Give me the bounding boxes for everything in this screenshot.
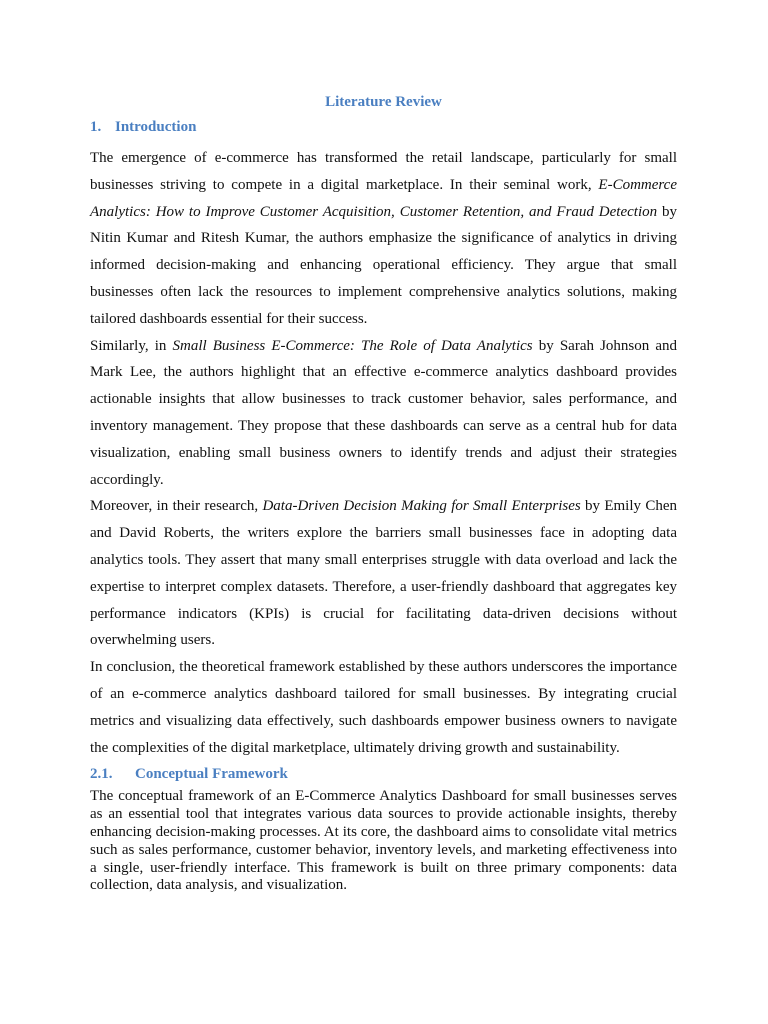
section-heading-conceptual-framework xyxy=(90,761,677,787)
paragraph-text: The emergence of e-commerce has transformed the retail landscape, particularly for small businesses striving to compete in a digital marketplace. In their seminal work, xyxy=(90,150,677,193)
paragraph-text: In conclusion, the theoretical framework established by these authors underscores the importance of an e-commerce analytics dashboard tailored for small businesses. By integrating crucial metrics and visualizing data effectively, such dashboards empower business owners to navigate the complexities of the digital marketplace, ultimately driving growth and sustainability. xyxy=(90,659,677,756)
paragraph-3 xyxy=(90,493,677,654)
paragraph-text: Similarly, in xyxy=(90,337,173,354)
page-title: Literature Review xyxy=(325,94,442,110)
framework-paragraph: The conceptual framework of an E-Commerce Analytics Dashboard for small businesses serves as an essential tool that integrates various data sources to provide actionable insights, thereby enhancing decision-making processes. At its core, the dashboard aims to consolidate vital metrics such as sales performance, customer behavior, inventory levels, and marketing effectiveness into a single, user-friendly interface. This framework is built on three primary components: data collection, data analysis, and visualization. xyxy=(90,788,677,894)
section-title: Conceptual Framework xyxy=(135,766,288,783)
paragraph-text: by Emily Chen and David Roberts, the writers explore the barriers small businesses face in adopting data analytics tools. They assert that many small enterprises struggle with data overload and lack the expertise to interpret complex datasets. Therefore, a user-friendly dashboard that aggregates key performance indicators (KPIs) is crucial for facilitating data-driven decisions without overwhelming users. xyxy=(90,498,678,649)
section-heading-introduction xyxy=(90,116,677,138)
paragraph-1 xyxy=(90,145,677,333)
section-number: 2.1. xyxy=(90,766,113,783)
document-content xyxy=(90,91,677,895)
paragraph-text: by Sarah Johnson and Mark Lee, the authors highlight that an effective e-commerce analytics dashboard provides actionable insights that allow businesses to track customer behavior, sales performance, and inventory management. They propose that these dashboards can serve as a central hub for data visualization, enabling small business owners to identify trends and adjust their strategies accordingly. xyxy=(90,337,677,488)
paragraph-4 xyxy=(90,654,677,761)
section-number: 1. xyxy=(90,119,102,135)
book-title: Small Business E-Commerce: The Role of Data Analytics xyxy=(172,337,533,354)
section-title: Introduction xyxy=(115,119,197,135)
paragraph-text: by Nitin Kumar and Ritesh Kumar, the authors emphasize the significance of analytics in driving informed decision-making and enhancing operational efficiency. They argue that small businesses often lack the resources to implement comprehensive analytics solutions, making tailored dashboards essential for their success. xyxy=(90,203,678,327)
book-title: E-Commerce Analytics: How to Improve Customer Acquisition, Customer Retention, and Fraud Detection xyxy=(90,176,677,220)
paragraph-2 xyxy=(90,333,677,494)
paragraph-text: Moreover, in their research, xyxy=(90,498,263,515)
book-title: Data-Driven Decision Making for Small Enterprises xyxy=(262,498,581,515)
